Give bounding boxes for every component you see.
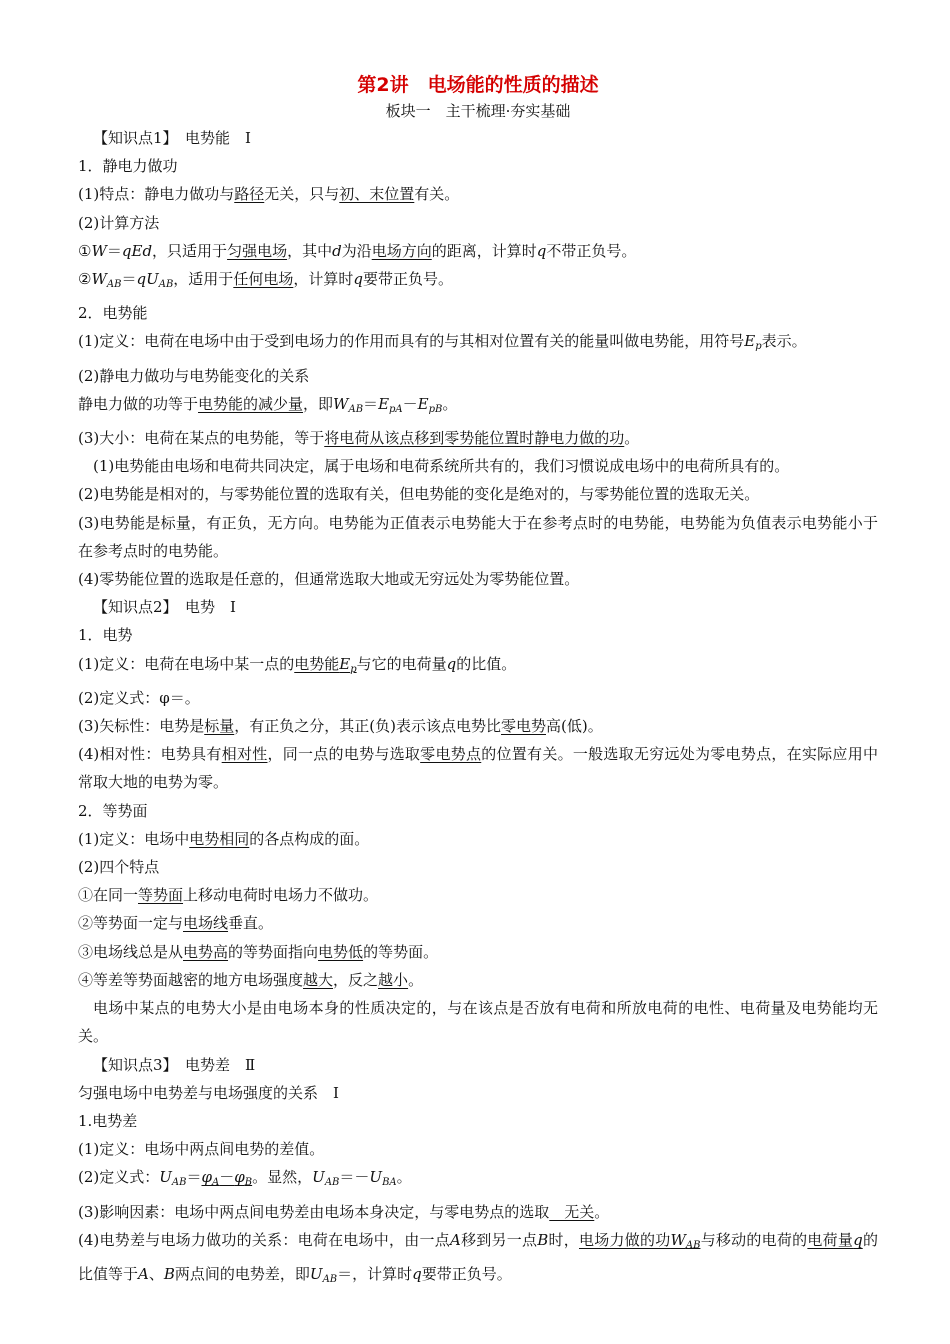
- answer-underline: 电势高: [183, 942, 229, 961]
- text: 移到另一点: [460, 1230, 538, 1249]
- subscript: pB: [428, 403, 443, 415]
- answer-underline: 越大: [303, 970, 334, 989]
- subscript: AB: [322, 1273, 338, 1285]
- text: 表示。: [761, 332, 807, 351]
- knowledge-point-1-heading: 【知识点1】 电势能 Ⅰ: [93, 129, 251, 147]
- answer-underline: [807, 1231, 862, 1249]
- text: ①在同一: [78, 886, 139, 905]
- k2-formula: (2)定义式：φ＝。: [78, 688, 200, 707]
- answer-underline: 电场线: [183, 914, 229, 933]
- text: 。: [594, 1202, 610, 1221]
- subscript: pA: [389, 403, 403, 415]
- answer-underline: 零电势: [500, 717, 546, 736]
- k1-feature-line: [78, 180, 878, 208]
- k1-heading-1: 1．静电力做功: [78, 157, 178, 176]
- text: 垂直。: [228, 914, 274, 933]
- text: 的比值。: [456, 654, 517, 673]
- k1-note-3: (3)电势能是标量，有正负，无方向。电势能为正值表示电势能大于在参考点时的电势能，电势能为负值表示电势能小于在参考点时的电势能。: [78, 513, 878, 560]
- section-subtitle: 板块一 主干梳理·夯实基础: [385, 102, 571, 120]
- text: －: [402, 394, 418, 413]
- text: (1)定义：电荷在电场中由于受到电场力的作用而具有的与其相对位置有关的能量叫做电势能，用符号: [78, 332, 745, 351]
- k1-heading-2: 2．电势能: [78, 304, 148, 323]
- k1-formula-2: [78, 265, 878, 299]
- text: ②: [78, 270, 92, 289]
- k2-definition: [78, 650, 878, 684]
- symbol: qU: [136, 270, 159, 289]
- k1-method-heading: (2)计算方法: [78, 213, 160, 232]
- answer-underline: 电势能的减少量: [198, 394, 304, 413]
- k1-magnitude-line: [78, 424, 878, 452]
- lesson-title: 第2讲 电场能的性质的描述: [357, 74, 599, 96]
- symbol: U: [312, 1168, 325, 1187]
- text: ＝: [106, 241, 122, 260]
- k2-feature-4: [78, 966, 878, 994]
- text: (1)定义：电场中: [78, 829, 190, 848]
- subscript: p: [755, 341, 762, 353]
- symbol: q: [446, 654, 457, 673]
- answer-underline: 越小: [378, 970, 409, 989]
- symbol: W: [91, 270, 107, 289]
- k2-note: 电场中某点的电势大小是由电场本身的性质决定的，与在该点是否放有电荷和所放电荷的电性、电荷量及电势能均无关。: [78, 999, 878, 1046]
- symbol: q: [853, 1230, 863, 1249]
- text: (4)相对性：电势具有: [78, 745, 222, 764]
- text: 有关。: [414, 185, 460, 204]
- text: 电场力做的功: [579, 1230, 671, 1249]
- text: 无关，只与: [264, 185, 340, 204]
- text: ，其中: [287, 241, 333, 260]
- symbol: q: [412, 1264, 422, 1283]
- text: 时，: [548, 1230, 580, 1249]
- text: 的比值等于: [78, 1230, 878, 1283]
- text: ②等势面一定与: [78, 914, 184, 933]
- text: 的等势面。: [363, 942, 439, 961]
- text: ，同一点的电势与选取: [267, 745, 421, 764]
- text: 的距离，计算时: [431, 241, 537, 260]
- k1-note-2: (2)电势能是相对的，与零势能位置的选取有关，但电势能的变化是绝对的，与零势能位置的选取无关。: [78, 485, 760, 504]
- symbol: A: [138, 1264, 149, 1283]
- k3-factors: [78, 1198, 878, 1226]
- text: (3)影响因素：电场中两点间电势差由电场本身决定，与零电势点的选取: [78, 1202, 550, 1221]
- text: 。: [396, 1168, 412, 1187]
- answer-underline: 任何电场: [233, 270, 294, 289]
- knowledge-point-2-heading: 【知识点2】 电势 Ⅰ: [93, 598, 236, 617]
- symbol: W: [670, 1230, 686, 1249]
- answer-underline: 路径: [234, 185, 265, 204]
- text: 与移动的电荷的: [700, 1230, 808, 1249]
- subscript: p: [350, 663, 357, 675]
- symbol: q: [536, 241, 547, 260]
- answer-underline: 匀强电场: [227, 241, 288, 260]
- symbol: qEd: [121, 241, 153, 260]
- k2-scalar: [78, 712, 878, 740]
- text: (1)定义：电荷在电场中某一点的: [78, 654, 295, 673]
- k1-relation-line: [78, 390, 878, 424]
- k2-feature-3: [78, 938, 878, 966]
- text: 、: [148, 1264, 164, 1283]
- k2-relativity: [78, 740, 878, 796]
- symbol: U: [369, 1168, 383, 1187]
- subscript: AB: [106, 279, 122, 291]
- text: ＝: [186, 1168, 202, 1187]
- subscript: BA: [382, 1177, 397, 1189]
- text: 要带正负号。: [421, 1264, 512, 1283]
- text: 不带正负号。: [546, 241, 637, 260]
- text: (3)矢标性：电势是: [78, 717, 205, 736]
- k3-subheading: 匀强电场中电势差与电场强度的关系 Ⅰ: [78, 1083, 339, 1102]
- k1-note-4: (4)零势能位置的选取是任意的，但通常选取大地或无穷远处为零势能位置。: [78, 570, 580, 589]
- symbol: B: [537, 1230, 549, 1249]
- symbol: E: [339, 654, 351, 673]
- text: ＝，计算时: [337, 1264, 413, 1283]
- text: ，只适用于: [152, 241, 228, 260]
- answer-underline: 标量: [204, 717, 235, 736]
- text: 电荷量: [807, 1230, 854, 1249]
- text: ④等差等势面越密的地方电场强度: [78, 970, 304, 989]
- symbol: B: [163, 1264, 175, 1283]
- answer-underline: [579, 1231, 700, 1249]
- answer-underline: 初、末位置: [339, 185, 415, 204]
- subscript: A: [212, 1177, 220, 1189]
- text: (2)定义式：: [78, 1168, 160, 1187]
- answer-underline: 无关: [549, 1202, 595, 1221]
- text: 为沿: [341, 241, 372, 260]
- subscript: AB: [324, 1177, 340, 1189]
- subscript: AB: [158, 279, 174, 291]
- answer-underline: [294, 655, 356, 673]
- answer-underline: 零电势点: [420, 745, 482, 764]
- text: 。: [442, 394, 458, 413]
- text: ＝: [121, 270, 137, 289]
- symbol: W: [333, 394, 349, 413]
- text: (3)大小：电荷在某点的电势能，等于: [78, 429, 325, 448]
- k3-work-relation: [78, 1226, 878, 1294]
- text: 高(低)。: [546, 717, 603, 736]
- text: (4)电势差与电场力做功的关系：电荷在电场中，由一点: [78, 1230, 450, 1249]
- answer-underline: 电势低: [318, 942, 364, 961]
- k2-features-heading: (2)四个特点: [78, 858, 160, 877]
- text: ，有正负之分，其正(负)表示该点电势比: [234, 717, 501, 736]
- text: 的各点构成的面。: [249, 829, 370, 848]
- text: ，反之: [333, 970, 379, 989]
- subscript: AB: [348, 403, 364, 415]
- document-page: [78, 70, 878, 1294]
- k2-surface-definition: [78, 825, 878, 853]
- answer-underline: 相对性: [221, 745, 268, 764]
- text: ，计算时: [293, 270, 354, 289]
- k1-definition: [78, 327, 878, 361]
- text: ，即: [303, 394, 334, 413]
- text: 的位置有关。一般选取无穷远处为零电势点，在实际应用中常取大地的电势为零。: [78, 745, 878, 792]
- k1-relation-heading: (2)静电力做功与电势能变化的关系: [78, 366, 310, 385]
- k2-heading-1: 1．电势: [78, 626, 133, 645]
- k1-note-1: (1)电势能由电场和电荷共同决定，属于电场和电荷系统所共有的，我们习惯说成电场中的电荷所具有的。: [93, 457, 790, 476]
- text: 静电力做的功等于: [78, 394, 199, 413]
- k3-heading-1: 1.电势差: [78, 1111, 138, 1130]
- k3-definition: (1)定义：电场中两点间电势的差值。: [78, 1140, 325, 1159]
- text: 上移动电荷时电场力不做功。: [183, 886, 379, 905]
- k2-feature-1: [78, 881, 878, 909]
- symbol: E: [378, 394, 390, 413]
- text: 。显然，: [252, 1168, 313, 1187]
- text: ①: [78, 241, 92, 260]
- subscript: AB: [171, 1177, 187, 1189]
- subscript: AB: [685, 1239, 701, 1251]
- symbol: φ: [201, 1168, 213, 1187]
- knowledge-point-3-heading: 【知识点3】 电势差 Ⅱ: [93, 1055, 256, 1074]
- symbol: E: [744, 332, 756, 351]
- symbol: φ: [234, 1168, 245, 1187]
- text: 。: [624, 429, 640, 448]
- text: －: [219, 1168, 235, 1187]
- answer-underline: 电势相同: [189, 829, 250, 848]
- symbol: A: [449, 1230, 461, 1249]
- text: ＝－: [339, 1168, 370, 1187]
- symbol: W: [91, 241, 107, 260]
- symbol: q: [353, 270, 363, 289]
- answer-underline: 等势面: [138, 886, 184, 905]
- text: 两点间的电势差，即: [174, 1264, 310, 1283]
- text: ③电场线总是从: [78, 942, 184, 961]
- text: ＝: [363, 394, 379, 413]
- text: 的等势面指向: [228, 942, 319, 961]
- subscript: B: [244, 1177, 253, 1189]
- k1-formula-1: [78, 237, 878, 265]
- answer-underline: [201, 1168, 253, 1189]
- k2-feature-2: [78, 909, 878, 937]
- k2-heading-2: 2．等势面: [78, 801, 148, 820]
- text: ，适用于: [173, 270, 234, 289]
- symbol: U: [159, 1168, 172, 1187]
- symbol: E: [417, 394, 429, 413]
- answer-underline: 将电荷从该点移到零势能位置时静电力做的功: [324, 429, 625, 448]
- text: 与它的电荷量: [356, 654, 447, 673]
- symbol: U: [309, 1264, 323, 1283]
- text: (1)特点：静电力做功与: [78, 185, 235, 204]
- answer-underline: 电场方向: [371, 241, 432, 260]
- text: 要带正负号。: [362, 270, 453, 289]
- text: 电势能: [294, 654, 340, 673]
- text: 。: [408, 970, 424, 989]
- k3-formula: [78, 1163, 878, 1197]
- symbol: d: [332, 241, 342, 260]
